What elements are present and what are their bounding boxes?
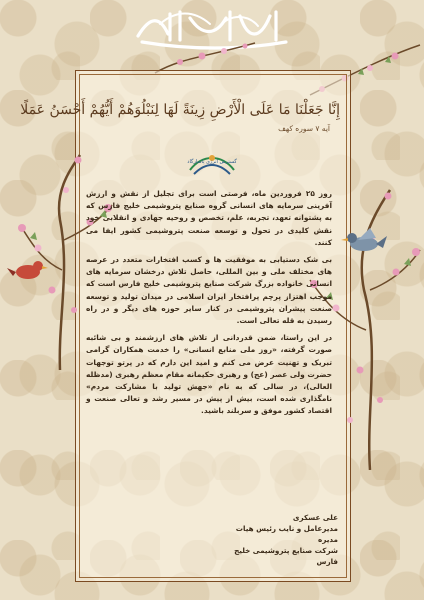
signatory-title: مدیرعامل و نایب رئیس هیات مدیره: [235, 524, 338, 544]
body-paragraph: در این راستا، ضمن قدردانی از تلاش های ارزشمند و بی شائبه صورت گرفته، «روز ملی منابع انسانی» را خدمت همکاران گرامی تبریک و تهنیت عرض می کنم و امید این دارم که در پرتو توجهات حضرت ولی عصر (عج) و رهبری حکیمانه مقام معظم رهبری (مدظله العالی)، در سالی که به نام «جهش تولید با مشارکت مردم» نامگذاری شده است، بیش از پیش در مسیر رشد و تعالی صنعت و اقتصاد کشور موفق و سربلند باشید.: [86, 333, 332, 416]
body-paragraph: روز ۲۵ فروردین ماه، فرصتی است برای تجلیل از نقش و ارزش آفرینی سرمایه های انسانی گروه صنایع پتروشیمی خلیج فارس که به پشتوانه تعهد، تجربه، علم، تخصص و روحیه جهادی و انقلابی خود نقش کلیدی در تحول و توسعه صنعت پتروشیمی کشور ایفا می کنند.: [86, 189, 332, 247]
quran-verse: إِنَّا جَعَلْنَا مَا عَلَى الْأَرْضِ زِينَةً لَهَا لِنَبْلُوَهُمْ أَيُّهُمْ أَحْسَنُ عَمَلًا: [20, 102, 340, 118]
company-logo-text: گسترش انرژی پاسارگاد: [187, 159, 237, 165]
signatory-company: شرکت صنایع پتروشیمی خلیج فارس: [234, 546, 338, 566]
signature-block: [230, 512, 338, 567]
signatory-name: علی عسکری: [292, 513, 338, 522]
company-logo-icon: [184, 148, 240, 182]
verse-reference: آیه ۷ سوره کهف: [278, 124, 330, 133]
bird-right-icon: [338, 224, 388, 258]
body-paragraph: بی شک دستیابی به موفقیت ها و کسب افتخارات متعدد در عرصه های مختلف ملی و بین المللی، حاصل تلاش درخشان سرمایه های انسانی خانواده بزرگ شرکت صنایع پتروشیمی خلیج فارس است که موجب اهتزاز پرچم پرافتخار ایران اسلامی در میدان تولید و توسعه صنعت پیشران پتروشیمی در کنار سایر حوزه های دیگر و در راه رسیدن به قله تعالی است.: [86, 255, 332, 326]
bird-left-icon: [6, 254, 50, 284]
message-body: [86, 188, 332, 423]
